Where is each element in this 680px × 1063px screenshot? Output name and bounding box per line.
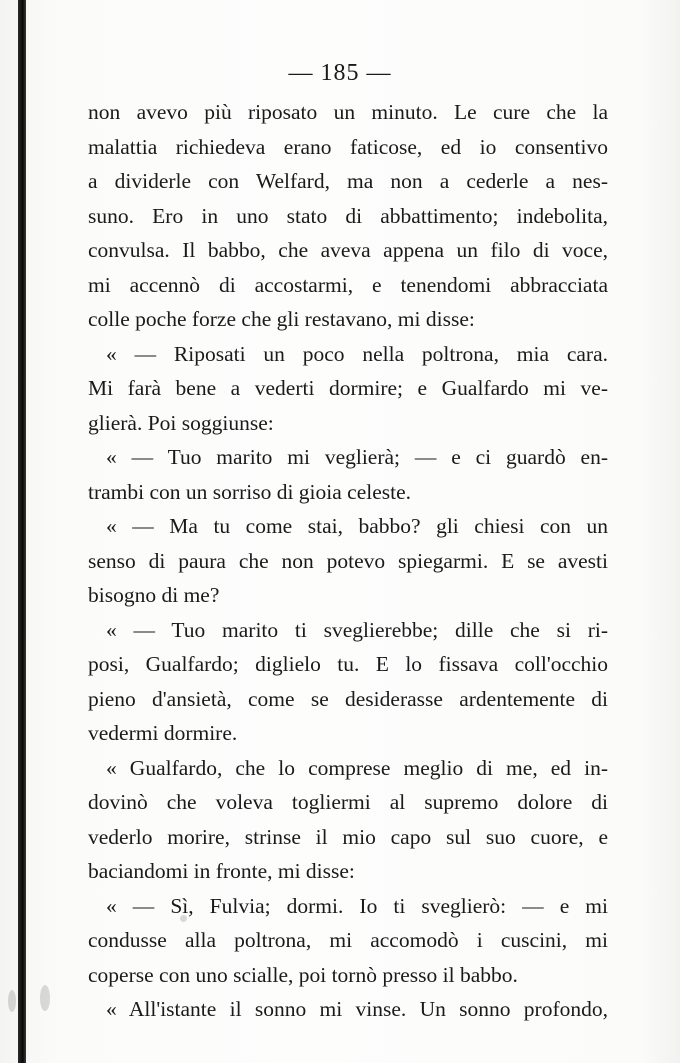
- body-text: [88, 95, 608, 1027]
- text-line: malattia richiedeva erano faticose, ed io consentivo: [88, 134, 608, 159]
- text-line: dovinò che voleva togliermi al supremo dolore di: [88, 790, 608, 814]
- text-line: posi, Gualfardo; diglielo tu. E lo fissava coll'occhio: [88, 652, 608, 676]
- text-line: mi accennò di accostarmi, e tenendomi abbracciata: [88, 272, 608, 297]
- text-line: glierà. Poi soggiunse:: [88, 410, 274, 435]
- text-line: non avevo più riposato un minuto. Le cure che la: [88, 100, 608, 124]
- text-line: baciandomi in fronte, mi disse:: [88, 859, 355, 883]
- text-line: bisogno di me?: [88, 583, 220, 607]
- text-line: Mi farà bene a vederti dormire; e Gualfardo mi ve-: [88, 376, 608, 400]
- text-line: « All'istante il sonno mi vinse. Un sonno profondo,: [106, 997, 608, 1021]
- text-line: vederlo morire, strinse il mio capo sul suo cuore, e: [88, 824, 608, 849]
- text-line: condusse alla poltrona, mi accomodò i cuscini, mi: [88, 928, 608, 952]
- text-line: « — Tuo marito ti sveglierebbe; dille che si ri-: [106, 617, 608, 642]
- text-line: « Gualfardo, che lo comprese meglio di me, ed in-: [106, 755, 608, 780]
- text-line: pieno d'ansietà, come se desiderasse ardentemente di: [88, 686, 608, 711]
- page-number: — 185 —: [288, 60, 392, 86]
- text-line: suno. Ero in uno stato di abbattimento; indebolita,: [88, 203, 608, 228]
- ink-smudge: [8, 990, 16, 1012]
- text-line: « — Sì, Fulvia; dormi. Io ti sveglierò: — e mi: [106, 893, 608, 918]
- book-spine-edge: [18, 0, 26, 1063]
- text-line: « — Ma tu come stai, babbo? gli chiesi con un: [106, 514, 608, 538]
- ink-smudge: [180, 915, 187, 922]
- ink-smudge: [40, 985, 50, 1011]
- text-line: colle poche forze che gli restavano, mi disse:: [88, 307, 475, 331]
- text-line: « — Riposati un poco nella poltrona, mia cara.: [106, 341, 608, 366]
- text-line: convulsa. Il babbo, che aveva appena un filo di voce,: [88, 238, 608, 262]
- text-line: trambi con un sorriso di gioia celeste.: [88, 479, 412, 504]
- text-line: « — Tuo marito mi veglierà; — e ci guardò en-: [106, 445, 608, 469]
- text-line: senso di paura che non potevo spiegarmi. E se avesti: [88, 548, 608, 573]
- text-line: coperse con uno scialle, poi tornò presso il babbo.: [88, 962, 518, 987]
- text-line: vedermi dormire.: [88, 721, 238, 745]
- text-line: a dividerle con Welfard, ma non a cederle a nes-: [88, 169, 608, 193]
